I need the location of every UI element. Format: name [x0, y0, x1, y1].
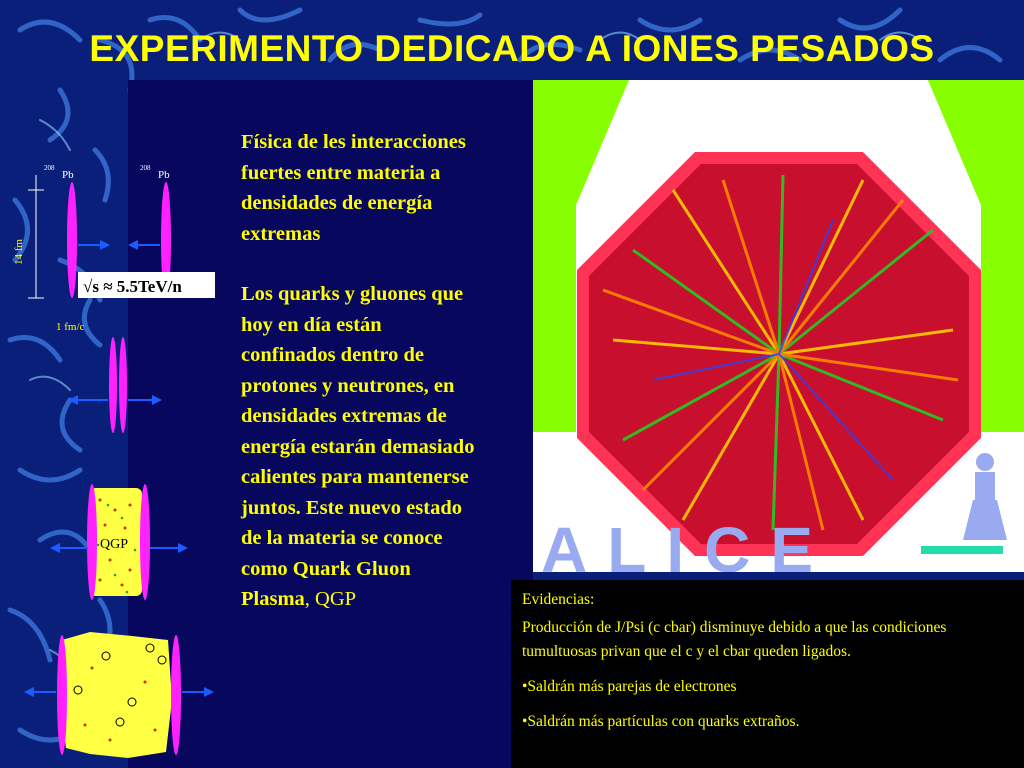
evidence-box	[511, 580, 1024, 768]
qgp-abbreviation: QGP	[309, 588, 357, 610]
qgp-explanation-text: Los quarks y gluones que hoy en día están confinados dentro de protones y neutrones, en densidades extremas de energía estarán demasiado calientes para mantenerse juntos. Este nuevo estado de la materia se conoce como Quark Gluon Plasma	[241, 283, 475, 610]
physics-intro-paragraph: Física de les interacciones fuertes entre materia a densidades de energía extremas	[241, 131, 466, 245]
hadron-gas	[60, 632, 172, 758]
pb-left-label: Pb	[62, 169, 74, 181]
slide-title: EXPERIMENTO DEDICADO A IONES PESADOS	[89, 28, 935, 69]
evidence-item-strange: •Saldrán más partículas con quarks extraños.	[522, 713, 800, 730]
pb-right-mass: 208	[140, 164, 151, 172]
pb-right-label: Pb	[158, 169, 170, 181]
pb-left-mass: 208	[44, 164, 55, 172]
qgp-explanation-separator: ,	[304, 588, 310, 610]
nuclei-overlap-left	[109, 337, 117, 433]
time-label: 1 fm/c	[56, 321, 85, 333]
nuclei-overlap-right	[119, 337, 127, 433]
description-text	[241, 127, 481, 615]
size-label: 14 fm	[13, 239, 25, 265]
qgp-explanation-paragraph	[241, 279, 481, 615]
alice-event-display	[533, 80, 1024, 572]
qgp-label: QGP	[100, 537, 129, 552]
evidence-item-electrons: •Saldrán más parejas de electrones	[522, 678, 737, 695]
evidence-item-jpsi: Producción de J/Psi (c cbar) disminuye debido a que las condiciones tumultuosas privan que el c y el cbar queden ligados.	[522, 619, 947, 660]
collision-diagram	[0, 150, 228, 768]
pb-nucleus-left	[67, 182, 77, 298]
evidence-heading: Evidencias:	[522, 591, 595, 608]
alice-logo: ALICE	[541, 514, 833, 572]
energy-label: √s ≈ 5.5TeV/n	[83, 277, 182, 296]
